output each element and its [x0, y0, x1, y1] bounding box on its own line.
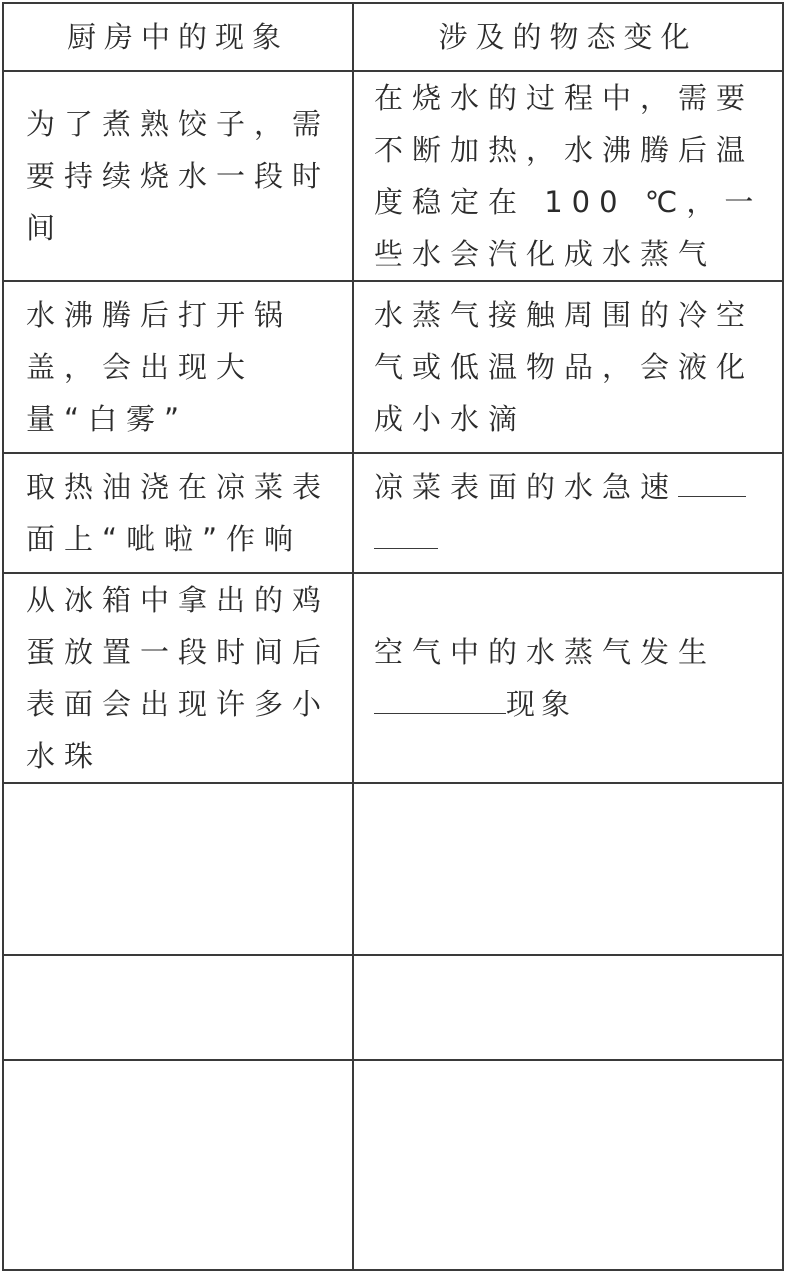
state-change-cell: 水蒸气接触周围的冷空气或低温物品，会液化成小水滴: [353, 281, 783, 453]
empty-phenomenon-cell[interactable]: [3, 1060, 353, 1270]
phenomenon-cell: 为了煮熟饺子，需要持续烧水一段时间: [3, 71, 353, 281]
header-state-change: 涉及的物态变化: [353, 3, 783, 71]
state-change-cell: [353, 453, 783, 573]
empty-phenomenon-cell[interactable]: [3, 955, 353, 1060]
kitchen-phenomena-table: [2, 2, 784, 1271]
empty-table-row: [3, 783, 783, 955]
phenomenon-cell: 从冰箱中拿出的鸡蛋放置一段时间后表面会出现许多小水珠: [3, 573, 353, 783]
answer-blank[interactable]: [678, 464, 746, 497]
empty-state-change-cell[interactable]: [353, 1060, 783, 1270]
empty-state-change-cell[interactable]: [353, 955, 783, 1060]
empty-table-row: [3, 1060, 783, 1270]
state-change-text: 空气中的水蒸气发生: [374, 635, 717, 669]
state-change-cell: 在烧水的过程中，需要不断加热，水沸腾后温度稳定在 100 ℃，一些水会汽化成水蒸气: [353, 71, 783, 281]
empty-table-row: [3, 955, 783, 1060]
header-phenomenon: 厨房中的现象: [3, 3, 353, 71]
empty-state-change-cell[interactable]: [353, 783, 783, 955]
table-row: [3, 71, 783, 281]
table-row: [3, 573, 783, 783]
answer-blank-continued[interactable]: [442, 681, 506, 714]
state-change-cell: [353, 573, 783, 783]
table-row: [3, 281, 783, 453]
answer-blank-continued[interactable]: [374, 516, 438, 549]
table-header-row: [3, 3, 783, 71]
phenomenon-cell: 取热油浇在凉菜表面上“呲啦”作响: [3, 453, 353, 573]
phenomenon-cell: 水沸腾后打开锅盖，会出现大量“白雾”: [3, 281, 353, 453]
empty-phenomenon-cell[interactable]: [3, 783, 353, 955]
answer-blank[interactable]: [374, 681, 442, 714]
state-change-suffix: 现象: [506, 687, 577, 721]
state-change-text: 凉菜表面的水急速: [374, 470, 679, 504]
table-row: [3, 453, 783, 573]
